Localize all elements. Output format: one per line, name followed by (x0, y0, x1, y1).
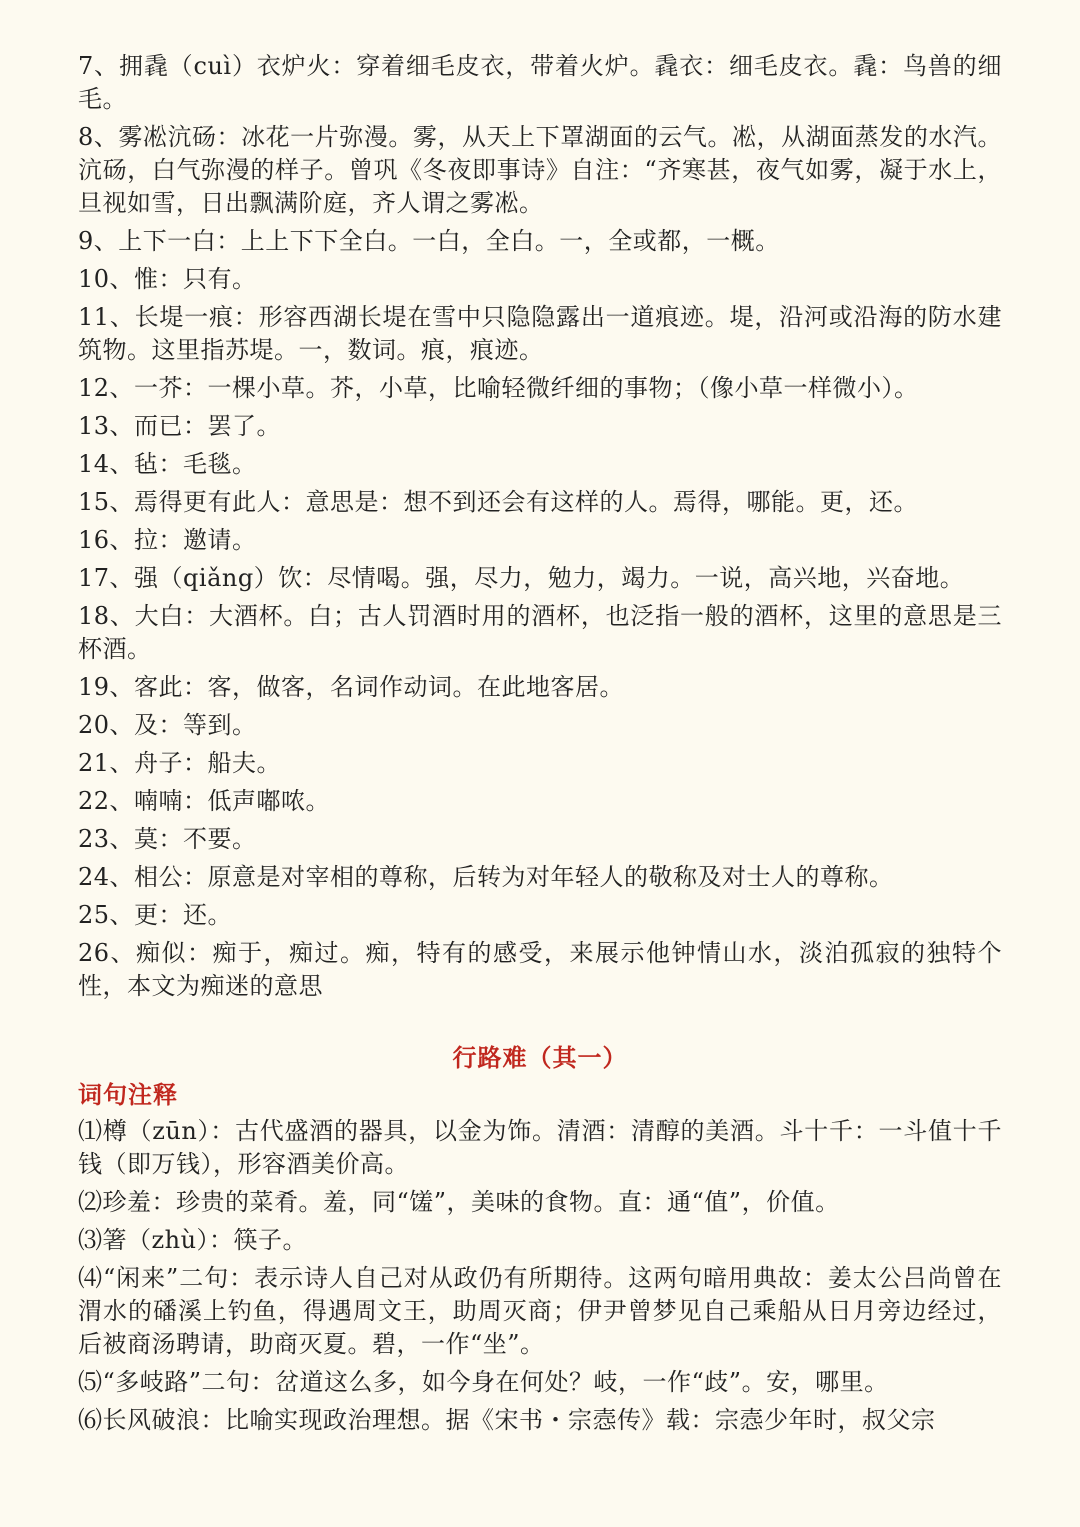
note-item-9: 9、上下一白：上上下下全白。一白，全白。一，全或都，一概。 (78, 227, 780, 255)
note-item-18: 18、大白：大酒杯。白；古人罚酒时用的酒杯，也泛指一般的酒杯，这里的意思是三杯酒。 (78, 602, 1002, 663)
annotation-item-6: ⑹长风破浪：比喻实现政治理想。据《宋书・宗悫传》载：宗悫少年时，叔父宗 (78, 1406, 936, 1434)
annotation-item-2: ⑵珍羞：珍贵的菜肴。羞，同“馐”，美味的食物。直：通“值”，价值。 (78, 1188, 840, 1216)
note-item-15: 15、焉得更有此人：意思是：想不到还会有这样的人。焉得，哪能。更，还。 (78, 488, 919, 516)
annotation-item-4: ⑷“闲来”二句：表示诗人自己对从政仍有所期待。这两句暗用典故：姜太公吕尚曾在渭水的磻溪上钓鱼，得遇周文王，助周灭商；伊尹曾梦见自己乘船从日月旁边经过，后被商汤聘请，助商灭夏。碧，一作“坐”。 (78, 1264, 1002, 1358)
note-item-14: 14、毡：毛毯。 (78, 450, 257, 478)
note-item-25: 25、更：还。 (78, 901, 233, 929)
note-item-23: 23、莫：不要。 (78, 825, 257, 853)
note-item-24: 24、相公：原意是对宰相的尊称，后转为对年轻人的敬称及对士人的尊称。 (78, 863, 894, 891)
notes-list-part2 (78, 1115, 1002, 1437)
note-item-8: 8、雾凇沆砀：冰花一片弥漫。雾，从天上下罩湖面的云气。凇，从湖面蒸发的水汽。沆砀，白气弥漫的样子。曾巩《冬夜即事诗》自注：“齐寒甚，夜气如雾，凝于水上，旦视如雪，日出飘满阶庭，齐人谓之雾凇。 (78, 123, 1002, 217)
note-item-12: 12、一芥：一棵小草。芥，小草，比喻轻微纤细的事物；（像小草一样微小）。 (78, 374, 919, 402)
annotation-item-3: ⑶箸（zhù）：筷子。 (78, 1226, 308, 1254)
annotation-item-1: ⑴樽（zūn）：古代盛酒的器具，以金为饰。清酒：清醇的美酒。斗十千：一斗值十千钱（即万钱），形容酒美价高。 (78, 1117, 1002, 1178)
note-item-20: 20、及：等到。 (78, 711, 257, 739)
note-item-19: 19、客此：客，做客，名词作动词。在此地客居。 (78, 673, 625, 701)
note-item-22: 22、喃喃：低声嘟哝。 (78, 787, 331, 815)
note-item-7: 7、拥毳（cuì）衣炉火：穿着细毛皮衣，带着火炉。毳衣：细毛皮衣。毳：鸟兽的细毛。 (78, 52, 1002, 113)
note-item-13: 13、而已：罢了。 (78, 412, 282, 440)
note-item-10: 10、惟：只有。 (78, 265, 257, 293)
section-subtitle: 词句注释 (78, 1080, 178, 1109)
note-item-16: 16、拉：邀请。 (78, 526, 257, 554)
note-item-11: 11、长堤一痕：形容西湖长堤在雪中只隐隐露出一道痕迹。堤，沿河或沿海的防水建筑物。这里指苏堤。一，数词。痕，痕迹。 (78, 303, 1002, 364)
note-item-21: 21、舟子：船夫。 (78, 749, 282, 777)
notes-list-part1 (78, 50, 1002, 1003)
annotation-item-5: ⑸“多岐路”二句：岔道这么多，如今身在何处？岐，一作“歧”。安，哪里。 (78, 1368, 889, 1396)
note-item-17: 17、强（qiǎng）饮：尽情喝。强，尽力，勉力，竭力。一说，高兴地，兴奋地。 (78, 564, 965, 592)
note-item-26: 26、痴似：痴于，痴过。痴，特有的感受，来展示他钟情山水，淡泊孤寂的独特个性，本文为痴迷的意思 (78, 939, 1002, 1000)
section-title: 行路难（其一） (452, 1043, 628, 1072)
